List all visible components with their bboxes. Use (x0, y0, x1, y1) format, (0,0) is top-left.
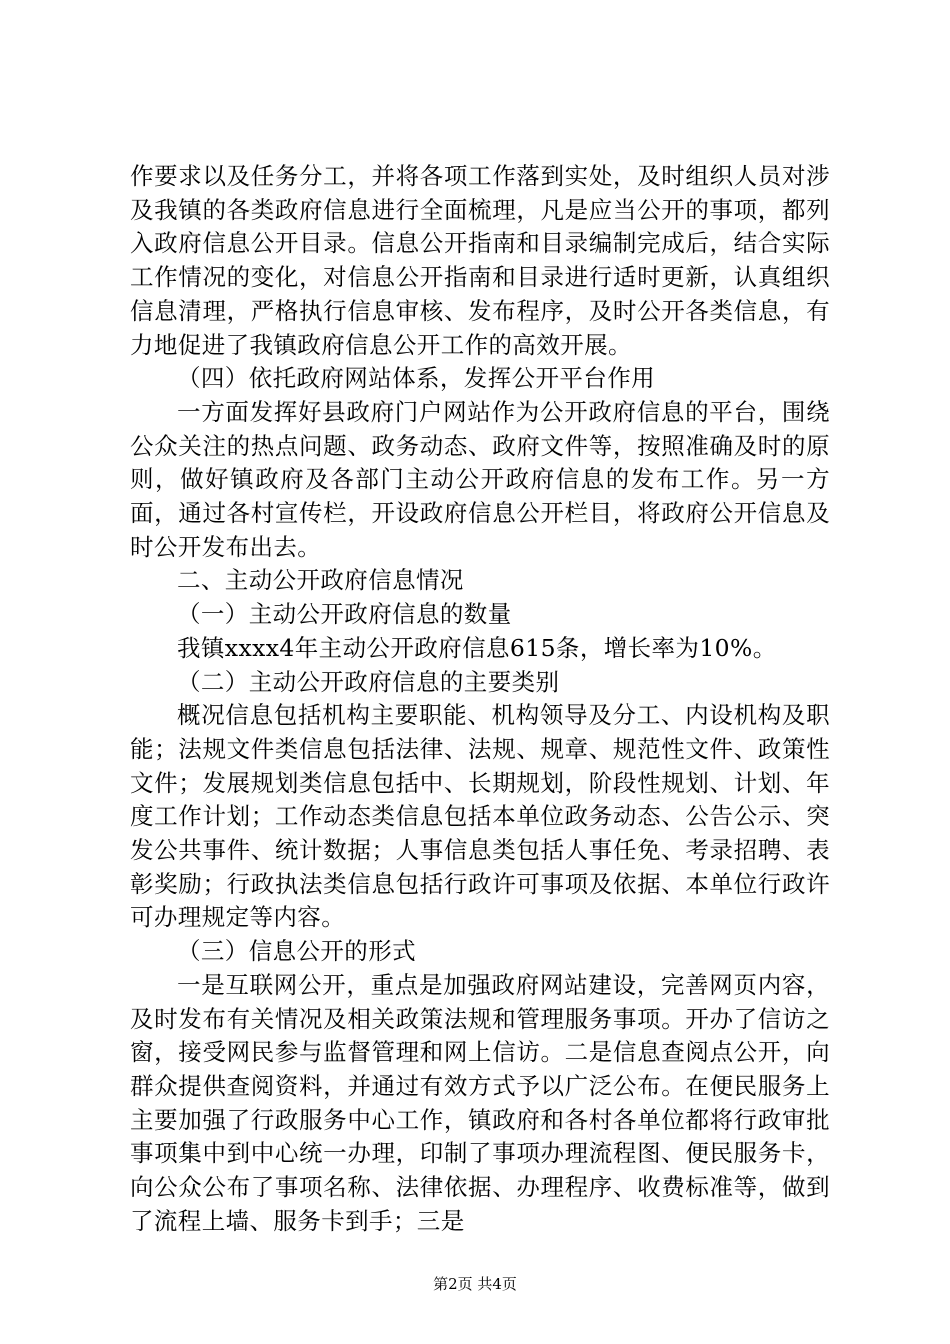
paragraph-4: 概况信息包括机构主要职能、机构领导及分工、内设机构及职能；法规文件类信息包括法律、法规、规章、规范性文件、政策性文件；发展规划类信息包括中、长期规划，阶段性规划、计划、年度工作计划；工作动态类信息包括本单位政务动态、公告公示、突发公共事件、统计数据；人事信息类包括人事任免、考录招聘、表彰奖励；行政执法类信息包括行政许可事项及依据、本单位行政许可办理规定等内容。 (130, 701, 830, 932)
paragraph-5: 一是互联网公开，重点是加强政府网站建设，完善网页内容，及时发布有关情况及相关政策法规和管理服务事项。开办了信访之窗，接受网民参与监督管理和网上信访。二是信息查阅点公开，向群众提供查阅资料，并通过有效方式予以广泛公布。在便民服务上主要加强了行政服务中心工作，镇政府和各村各单位都将行政审批事项集中到中心统一办理，印制了事项办理流程图、便民服务卡，向公众公布了事项名称、法律依据、办理程序、收费标准等，做到了流程上墙、服务卡到手；三是 (130, 970, 830, 1235)
subheading-3: （三）信息公开的形式 (177, 937, 416, 966)
page-number: 第2页 (433, 1275, 473, 1293)
subheading-2: （二）主动公开政府信息的主要类别 (177, 667, 560, 696)
paragraph-1: 作要求以及任务分工，并将各项工作落到实处，及时组织人员对涉及我镇的各类政府信息进行全面梳理，凡是应当公开的事项，都列入政府信息公开目录。信息公开指南和目录编制完成后，结合实际工作情况的变化，对信息公开指南和目录进行适时更新，认真组织信息清理，严格执行信息审核、发布程序，及时公开各类信息，有力地促进了我镇政府信息公开工作的高效开展。 (130, 162, 830, 359)
chapter-heading-2: 二、主动公开政府信息情况 (177, 566, 464, 595)
section-heading-4: （四）依托政府网站体系，发挥公开平台作用 (177, 364, 655, 393)
subheading-1: （一）主动公开政府信息的数量 (177, 600, 512, 629)
page-total: 共4页 (477, 1275, 517, 1293)
paragraph-3: 我镇xxxx4年主动公开政府信息615条，增长率为10%。 (177, 633, 777, 662)
page-footer (0, 1274, 950, 1294)
document-body (130, 160, 830, 1239)
paragraph-2: 一方面发挥好县政府门户网站作为公开政府信息的平台，围绕公众关注的热点问题、政务动态、政府文件等，按照准确及时的原则，做好镇政府及各部门主动公开政府信息的发布工作。另一方面，通过各村宣传栏，开设政府信息公开栏目，将政府公开信息及时公开发布出去。 (130, 397, 830, 561)
